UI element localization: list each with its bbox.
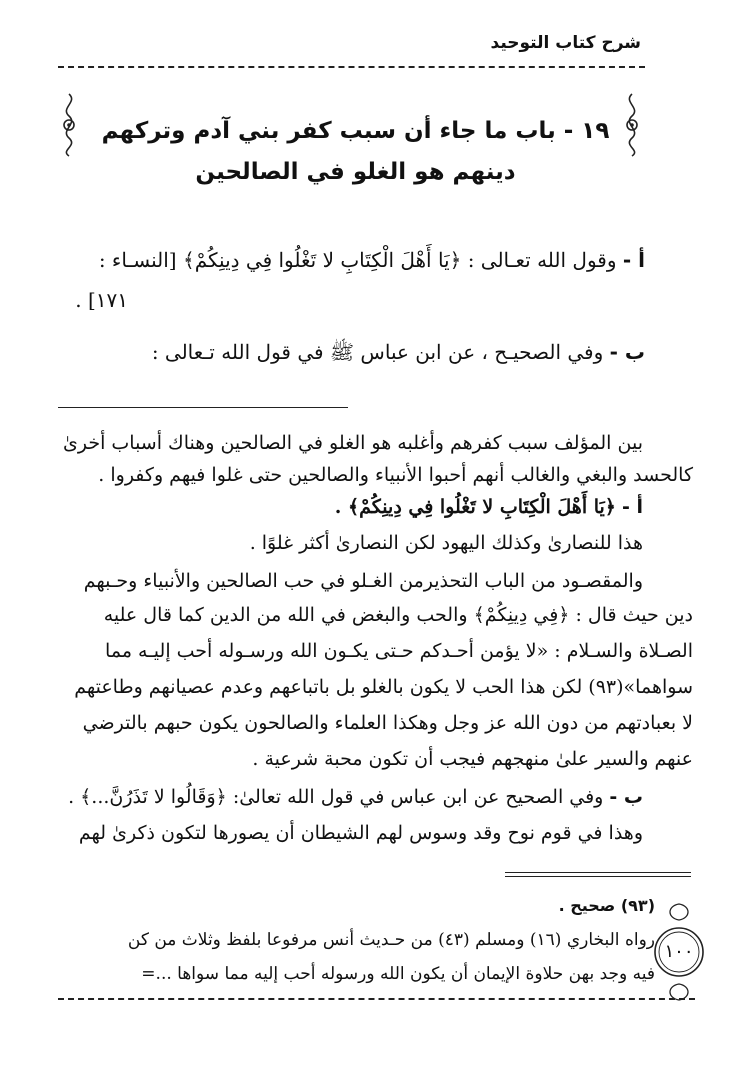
footnote-separator-2	[505, 876, 691, 877]
matn-a-text: وقول الله تعـالى : ﴿يَا أَهْلَ الْكِتَابِ لا تَغْلُوا فِي دِينِكُمْ﴾ [النسـاء :	[98, 248, 617, 272]
commentary-b-text: وفي الصحيح عن ابن عباس في قول الله تعالىٰ: ﴿وَقَالُوا لا تَذَرُنَّ...﴾ .	[68, 786, 604, 808]
commentary-line: والمقصـود من الباب التحذيرمن الغـلو في حب الصالحين والأنبياء وحـبهم	[83, 570, 643, 592]
footnote-head	[559, 896, 655, 915]
matn-a-label: أ -	[622, 248, 645, 272]
commentary-b-label: ب -	[609, 786, 643, 808]
footer-divider	[58, 998, 695, 1000]
matn-b-label: ب -	[609, 340, 645, 364]
matn-b	[54, 340, 645, 369]
ornament-left-icon	[56, 92, 82, 158]
matn-a-ref: ١٧١] .	[75, 288, 128, 312]
matn-b-text: وفي الصحيـح ، عن ابن عباس ﷺ في قول الله تـعالى :	[151, 340, 604, 364]
commentary-line: هذا للنصارىٰ وكذلك اليهود لكن النصارىٰ أكثر غلوًا .	[249, 532, 643, 554]
commentary-line: بين المؤلف سبب كفرهم وأغلبه هو الغلو في الصالحين وهناك أسباب أخرىٰ	[62, 432, 643, 454]
header-divider	[58, 66, 645, 68]
chapter-title-line1: ١٩ - باب ما جاء أن سبب كفر بني آدم وتركهم	[101, 118, 610, 144]
matn-separator	[58, 407, 348, 408]
footnote-number: (٩٣)	[620, 896, 655, 915]
footnote-line2: فيه وجد بهن حلاوة الإيمان أن يكون الله ورسوله أحب إليه مما سواها ...=	[141, 964, 655, 984]
commentary-line: كالحسد والبغي والغالب أنهم أحبوا الأنبياء والصالحين حتى غلوا فيهم وكفروا .	[98, 464, 693, 486]
footnote-separator	[505, 872, 691, 873]
commentary-line	[58, 786, 643, 808]
commentary-line: لا بعبادتهم من دون الله عز وجل وهكذا العلماء والصالحون يكون حبهم بالترضي	[82, 712, 693, 734]
footnote-grade: صحيح .	[558, 896, 616, 915]
chapter-title-line2: دينهم هو الغلو في الصالحين	[195, 159, 516, 185]
quran-quote: ﴿يَا أَهْلَ الْكِتَابِ لا تَغْلُوا فِي دِينِكُمْ﴾ .	[334, 496, 616, 518]
running-header: شرح كتاب التوحيد	[490, 33, 641, 53]
commentary-line: دين حيث قال : ﴿فِي دِينِكُمْ﴾ والحب والبغض في الله من الدين كما قال عليه	[103, 604, 693, 626]
ornament-right-icon	[619, 92, 645, 158]
commentary-line: وهذا في قوم نوح وقد وسوس لهم الشيطان أن يصورها لتكون ذكرىٰ لهم	[78, 822, 643, 844]
page-number: ١٠٠	[664, 941, 694, 962]
footnote-line1: رواه البخاري (١٦) ومسلم (٤٣) من حـديث أنس مرفوعا بلفظ وثلاث من كن	[127, 930, 655, 950]
commentary-line: عنهم والسير علىٰ منهجهم فيجب أن تكون محبة شرعية .	[252, 748, 693, 770]
commentary-line: الصـلاة والسـلام : «لا يؤمن أحـدكم حـتى يكـون الله ورسـوله أحب إليـه مما	[105, 640, 693, 662]
commentary-a-label: أ -	[621, 496, 643, 518]
matn-a	[54, 248, 645, 272]
commentary-line	[58, 496, 643, 518]
commentary-line: سواهما»(٩٣) لكن هذا الحب لا يكون بالغلو بل باتباعهم وعدم عصيانهم وطاعتهم	[74, 676, 693, 698]
